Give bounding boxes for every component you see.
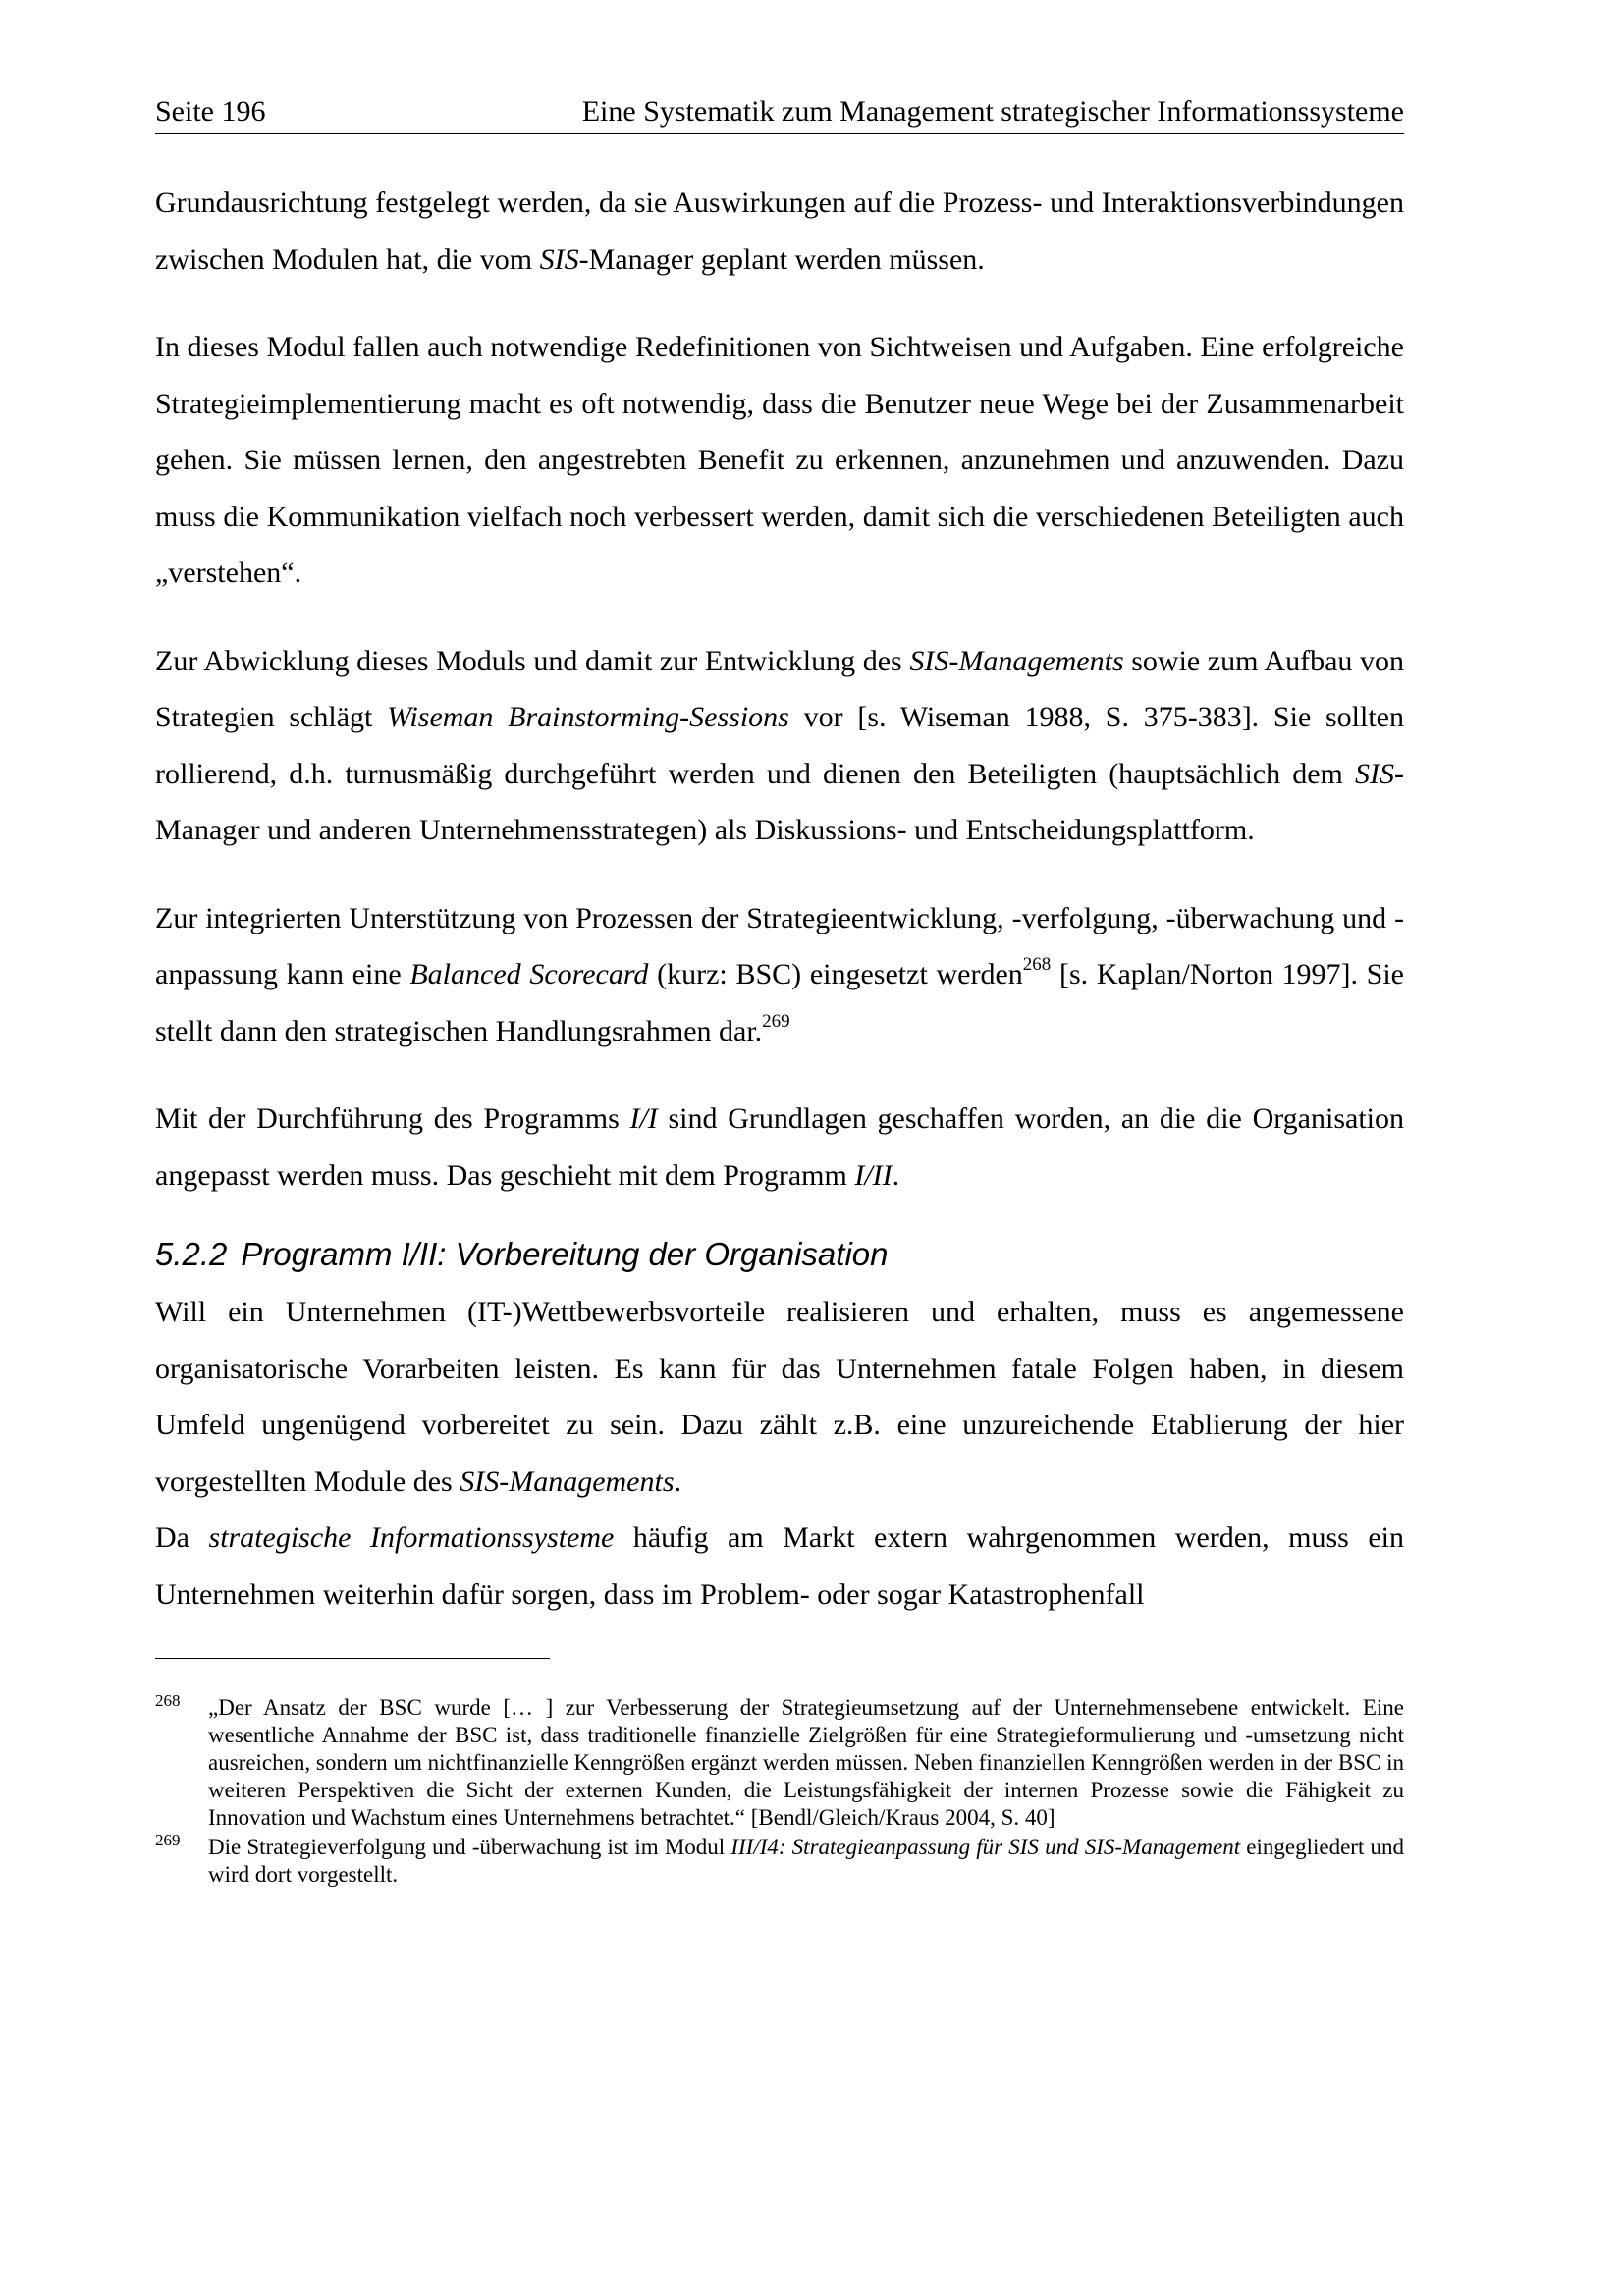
text-run: Will ein Unternehmen (IT-)Wettbewerbsvorteile realisieren und erhalten, muss es angemessene organisatorische Vorarbeiten leisten. Es kann für das Unternehmen fatale Folgen haben, in diesem Umfeld ungenügend vorbereitet zu sein. Dazu zählt z.B. eine unzureichende Etablierung der hier vorgestellten Module des [155,1296,1404,1498]
section-title: Programm I/II: Vorbereitung der Organisation [241,1236,889,1272]
text-run: . [674,1465,682,1498]
italic-term: III/I4: Strategieanpassung für SIS und SIS-Management [730,1835,1241,1859]
italic-term: I/II [854,1158,893,1192]
footnote-268 [155,1691,1404,1832]
footnote-text: „Der Ansatz der BSC wurde [… ] zur Verbesserung der Strategieumsetzung auf der Unternehmensebene entwickelt. Eine wesentliche Annahme der BSC ist, dass traditionelle finanzielle Zielgrößen für eine Strategieformulierung und -umsetzung nicht ausreichen, sondern um nichtfinanzielle Kenngrößen ergänzt werden müssen. Neben finanziellen Kenngrößen werden in der BSC in weiteren Perspektiven die Sicht der externen Kunden, die Leistungsfähigkeit der internen Prozesse sowie die Fähigkeit zu Innovation und Wachstum eines Unternehmens betrachtet.“ [Bendl/Gleich/Kraus 2004, S. 40] [208,1695,1404,1830]
footnote-number: 269 [155,1831,181,1849]
text-run: sind Grundlagen geschaffen worden, an die die Organisation angepasst werden muss. Das geschieht mit dem Programm [155,1102,1404,1192]
italic-term: I/I [629,1102,658,1135]
text-run: Die Strategieverfolgung und -überwachung ist im Modul [208,1835,731,1859]
text-run: In dieses Modul fallen auch notwendige Redefinitionen von Sichtweisen und Aufgaben. Eine erfolgreiche Strategieimplementierung macht es oft notwendig, dass die Benutzer neue Wege bei der Zusammenarbeit gehen. Sie müssen lernen, den angestrebten Benefit zu erkennen, anzunehmen und anzuwenden. Dazu muss die Kommunikation vielfach noch verbessert werden, damit sich die verschiedenen Beteiligten auch „verstehen“. [155,331,1404,589]
text-run: . [892,1158,900,1192]
footnote-text [208,1834,1404,1889]
text-run: Da [155,1522,209,1554]
italic-term: SIS [1355,757,1394,790]
italic-term: Wiseman Brainstorming-Sessions [387,701,789,733]
page-number: Seite 196 [155,95,266,128]
italic-term: strategische Informationssysteme [208,1522,615,1554]
footnote-ref-269[interactable]: 269 [762,1010,790,1032]
italic-term: SIS-Managements [460,1465,675,1498]
italic-term: SIS-Managements [909,644,1124,677]
section-heading [155,1235,1404,1274]
text-run: häufig am Markt extern wahrgenommen werden, muss ein Unternehmen weiterhin dafür sorgen, dass im Problem- oder sogar Katastrophenfall [155,1522,1404,1611]
text-run: Zur integrierten Unterstützung von Prozessen der Strategieentwicklung, -verfolgung, -überwachung und -anpassung kann eine [155,901,1404,990]
document-page [155,94,1404,1891]
running-title: Eine Systematik zum Management strategischer Informationssysteme [581,95,1404,128]
paragraph-4 [155,890,1404,1060]
footnote-number: 268 [155,1691,181,1710]
paragraph-5 [155,1091,1404,1203]
text-run: vor [s. Wiseman 1988, S. 375-383]. Sie sollten rollierend, d.h. turnusmäßig durchgeführt werden und dienen den Beteiligten (hauptsächlich dem [155,701,1405,790]
paragraph-7 [155,1510,1404,1623]
text-run: (kurz: BSC) eingesetzt werden [648,958,1023,990]
footnote-separator [155,1658,550,1659]
text-run: Mit der Durchführung des Programms [155,1102,630,1135]
paragraph-3 [155,633,1404,859]
italic-term: SIS [539,242,579,276]
text-run: [s. Kaplan/Norton 1997]. Sie stellt dann den strategischen Handlungsrahmen dar. [155,958,1404,1047]
section-number: 5.2.2 [155,1236,228,1272]
body-text [155,175,1404,1623]
running-header [155,94,1404,134]
footnotes [155,1691,1404,1889]
text-run: -Manager und anderen Unternehmensstrategen) als Diskussions- und Entscheidungsplattform. [155,757,1404,846]
text-run: -Manager geplant werden müssen. [578,242,985,276]
text-run: sowie zum Aufbau von Strategien schlägt [155,644,1404,733]
italic-term: Balanced Scorecard [409,958,649,990]
paragraph-6 [155,1284,1404,1510]
footnote-269 [155,1831,1404,1889]
text-run: Zur Abwicklung dieses Moduls und damit zur Entwicklung des [155,644,910,677]
paragraph-1 [155,175,1404,288]
text-run: eingegliedert und wird dort vorgestellt. [208,1835,1404,1887]
text-run: Grundausrichtung festgelegt werden, da sie Auswirkungen auf die Prozess- und Interaktionsverbindungen zwischen Modulen hat, die vom [155,187,1404,276]
paragraph-2 [155,319,1404,602]
footnote-ref-268[interactable]: 268 [1022,954,1052,975]
